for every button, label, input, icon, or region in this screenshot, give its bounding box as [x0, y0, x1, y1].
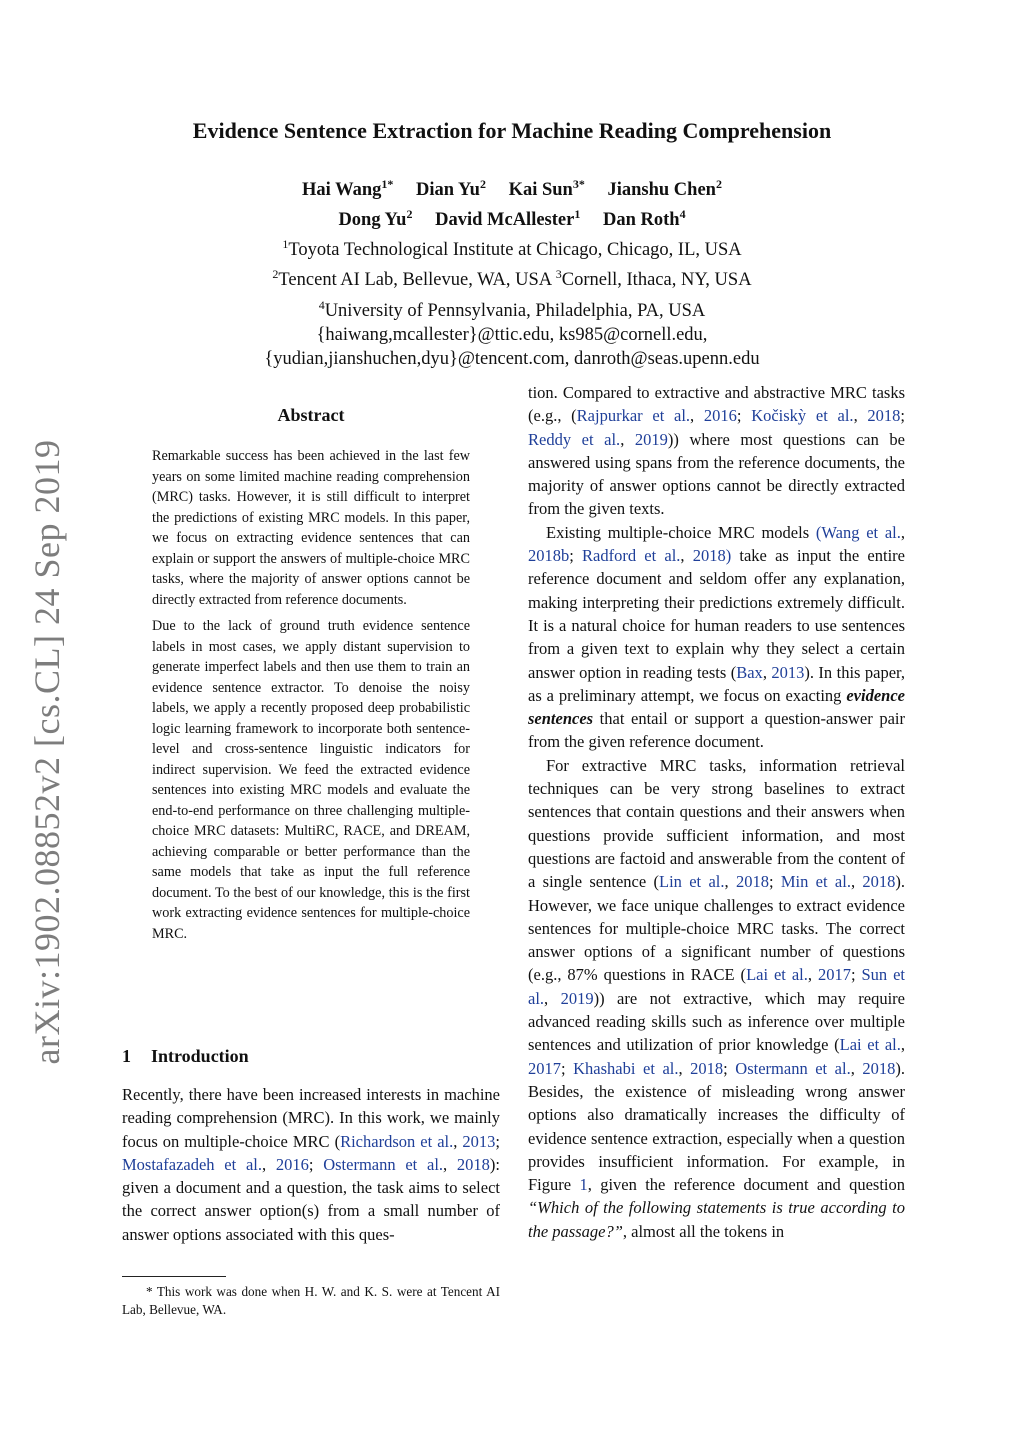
author: Jianshu Chen$^2$ [607, 177, 722, 201]
author: Kai Sun$^{3*}$ [508, 177, 585, 201]
citation-link[interactable]: 2018 [690, 1058, 724, 1078]
abstract-paragraph: Due to the lack of ground truth evidence sentence labels in most cases, we apply distant supervision to generate imperfect labels and then use them to train an evidence sentence extractor. To denoise the noisy labels, we apply a recently proposed deep probabilistic logic learning framework to incorporate both sentence-level and cross-sentence linguistic indicators for indirect supervision. We feed the extracted evidence sentences into existing MRC models and evaluate the end-to-end performance on three challenging multiple-choice MRC datasets: MultiRC, RACE, and DREAM, achieving comparable or better performance than the same models that take as input the full reference document. To the best of our knowledge, this is the first work extracting evidence sentences for multiple-choice MRC. [152, 618, 470, 942]
citation-link[interactable]: 2017 [528, 1058, 561, 1078]
body-paragraph: For extractive MRC tasks, information retrieval techniques can be very strong baselines to extract sentences that contain questions and their answers when questions provide sufficient information, and most questions are factoid and answerable from the content of a single sentence (Lin et al., 2018; Min et al., 2018). However, we face unique challenges to extract evidence sentences for multiple-choice MRC tasks. The correct answer options of a significant number of questions (e.g., 87% questions in RACE (Lai et al., 2017; Sun et al., 2019)) are not extractive, which may require advanced reading skills such as inference over multiple sentences and utilization of prior knowledge (Lai et al., 2017; Khashabi et al., 2018; Ostermann et al., 2018). Besides, the existence of misleading wrong answer options also dramatically increases the difficulty of evidence sentence extraction, especially when a question provides insufficient information. For example, in Figure 1, given the reference document and question “Which of the following statements is true according to the passage?”, almost all the tokens in [528, 755, 906, 1241]
citation-link[interactable]: 2019 [560, 988, 594, 1008]
arxiv-identifier [14, 439, 80, 1065]
author-row-1 [0, 172, 1024, 202]
affiliation: $^1$Toyota Technological Institute at Chicago, Chicago, IL, USA [282, 237, 742, 261]
citation-link[interactable]: Bax [736, 662, 763, 682]
citation-link[interactable]: 2018 [867, 406, 901, 426]
citation-link[interactable]: Radford et al. [582, 546, 681, 566]
author: Dong Yu$^2$ [338, 207, 413, 231]
emphasis-term: evidence sentences [528, 685, 905, 729]
citation-link[interactable]: 2018 [862, 1058, 896, 1078]
citation-link[interactable]: 2018) [692, 546, 732, 566]
citation-link[interactable]: Richardson et al. [340, 1131, 454, 1151]
citation-link[interactable]: 2019 [634, 429, 668, 449]
citation-link[interactable]: Mostafazadeh et al. [122, 1154, 262, 1174]
citation-link[interactable]: Rajpurkar et al. [576, 406, 691, 426]
author: Dian Yu$^2$ [416, 177, 486, 201]
right-column [528, 381, 905, 1243]
author-emails: {yudian,jianshuchen,dyu}@tencent.com, danroth@seas.upenn.edu [264, 348, 760, 369]
citation-link[interactable]: Ostermann et al. [735, 1058, 851, 1078]
figure-reference-link[interactable]: 1 [579, 1175, 588, 1195]
citation-link[interactable]: Ostermann et al. [323, 1154, 444, 1174]
citation-link[interactable]: 2018b [528, 546, 570, 566]
paper-title: Evidence Sentence Extraction for Machine Reading Comprehension [192, 118, 832, 143]
citation-link[interactable]: 2013 [771, 662, 805, 682]
arxiv-identifier-text: arXiv:1902.08852v2 [cs.CL] 24 Sep 2019 [27, 439, 67, 1065]
citation-link[interactable]: 2016 [703, 406, 737, 426]
affiliation: $^4$University of Pennsylvania, Philadelphia, PA, USA [318, 297, 706, 321]
author-row-2 [0, 202, 1024, 232]
author: Hai Wang$^{1*}$ [302, 177, 394, 201]
citation-link[interactable]: (Wang et al. [815, 522, 901, 542]
citation-link[interactable]: 2017 [817, 965, 851, 985]
citation-link[interactable]: Min et al. [780, 872, 851, 892]
citation-link[interactable]: 2018 [456, 1154, 490, 1174]
author-emails: {haiwang,mcallester}@ttic.edu, ks985@cornell.edu, [316, 324, 708, 345]
quoted-question: “Which of the following statements is true according to the passage?” [528, 1198, 905, 1241]
footnote: * This work was done when H. W. and K. S. were at Tencent AI Lab, Bellevue, WA. [122, 1284, 500, 1317]
citation-link[interactable]: 2018 [735, 872, 769, 892]
footnote-divider [122, 1276, 226, 1277]
citation-link[interactable]: 2016 [275, 1154, 309, 1174]
abstract-body [152, 446, 470, 950]
author: Dan Roth$^4$ [602, 207, 686, 231]
section-heading [122, 1046, 249, 1067]
citation-link[interactable]: Lai et al. [746, 965, 808, 985]
citation-link[interactable]: 2018 [862, 872, 896, 892]
citation-link[interactable]: Lin et al. [659, 872, 725, 892]
intro-paragraph: Recently, there have been increased interests in machine reading comprehension (MRC). In this work, we mainly focus on multiple-choice MRC (Richardson et al., 2013; Mostafazadeh et al., 2016; Ostermann et al., 2018): given a document and a question, the task aims to select the correct answer option(s) from a small number of answer options associated with this ques- [122, 1085, 501, 1244]
author-block [0, 172, 1024, 371]
citation-link[interactable]: Sun et al. [528, 965, 906, 1008]
citation-link[interactable]: 2013 [462, 1131, 496, 1151]
body-paragraph: tion. Compared to extractive and abstractive MRC tasks (e.g., (Rajpurkar et al., 2016; Kočiskỳ et al., 2018; Reddy et al., 2019)) where most questions can be answered using spans from the reference documents, the majority of answer options cannot be directly extracted from the given texts. [528, 383, 905, 519]
citation-link[interactable]: Kočiskỳ et al. [751, 406, 854, 426]
body-paragraph: Existing multiple-choice MRC models (Wang et al., 2018b; Radford et al., 2018) take as input the entire reference document and seldom offer any explanation, making interpreting their predictions extremely difficult. It is a natural choice for human readers to use sentences from a given text to explain why they select a certain answer option in reading tests (Bax, 2013). In this paper, as a preliminary attempt, we focus on exacting evidence sentences that entail or support a question-answer pair from the given reference document. [528, 522, 905, 752]
section-number: 1 [122, 1046, 131, 1066]
citation-link[interactable]: Reddy et al. [528, 429, 621, 449]
author: David McAllester$^1$ [435, 207, 581, 231]
citation-link[interactable]: Lai et al. [839, 1035, 901, 1055]
section-title: Introduction [151, 1046, 249, 1066]
abstract-heading: Abstract [277, 405, 345, 425]
affiliation: $^2$Tencent AI Lab, Bellevue, WA, USA $^3$Cornell, Ithaca, NY, USA [272, 267, 752, 291]
abstract-paragraph: Remarkable success has been achieved in the last few years on some limited machine reading comprehension (MRC) tasks. However, it is still difficult to interpret the predictions of existing MRC models. In this paper, we focus on extracting evidence sentences that can explain or support the answers of multiple-choice MRC tasks, where the majority of answer options cannot be directly extracted from reference documents. [152, 448, 470, 608]
citation-link[interactable]: Khashabi et al. [573, 1058, 679, 1078]
